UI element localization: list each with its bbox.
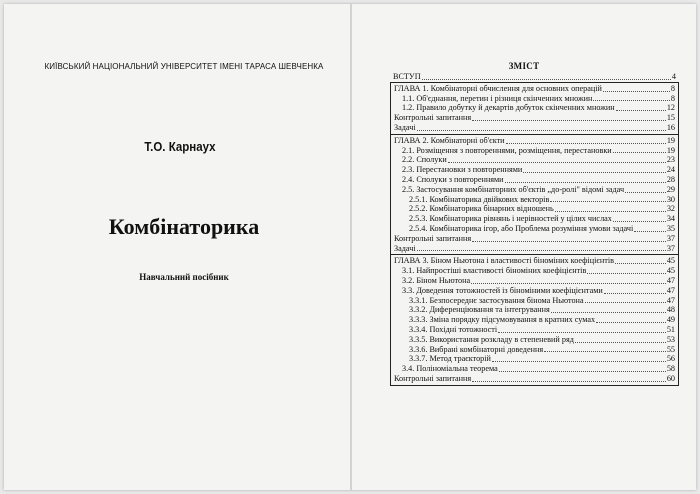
- toc-entry-page: 23: [666, 155, 675, 165]
- toc-entry-text: 3.2. Біном Ньютона: [402, 275, 471, 285]
- toc-entry-page: 19: [666, 135, 675, 145]
- toc-entry-page: 15: [666, 113, 675, 123]
- toc-entry-page: 56: [666, 354, 675, 364]
- toc-entry-text: 2.4. Сполуки з повтореннями: [402, 174, 504, 184]
- contents-page: [352, 4, 696, 490]
- toc-entry-text: 3.3.1. Безпосереднє застосування бінома Ньютона: [409, 295, 584, 305]
- toc-entry: [394, 354, 675, 364]
- toc-entry-page: 48: [666, 305, 675, 315]
- toc-entry-text: Контрольні запитання: [394, 113, 472, 123]
- toc-entry-page: 8: [670, 83, 675, 93]
- toc-entry-chapter: [394, 84, 675, 94]
- toc-entry: [394, 123, 675, 133]
- toc-entry-page: 49: [666, 315, 675, 325]
- toc-entry-page: 60: [666, 373, 675, 383]
- toc-entry-text: Задачі: [394, 243, 416, 253]
- toc-entry: [394, 113, 675, 123]
- toc-entry-text: 2.1. Розміщення з повтореннями, розміщення, перестановки: [402, 145, 612, 155]
- toc-section-chapter-1: [390, 82, 679, 135]
- toc-entry: [394, 345, 675, 355]
- toc-entry-text: Контрольні запитання: [394, 373, 472, 383]
- toc-entry: [394, 103, 675, 113]
- toc-entry-text: 2.3. Перестановки з повтореннями: [402, 165, 523, 175]
- toc-entry-chapter: [394, 136, 675, 146]
- toc-entry-text: 3.3.3. Зміна порядку підсумовування в кратних сумах: [409, 315, 596, 325]
- toc-entry-page: 47: [666, 275, 675, 285]
- toc-entry: [394, 195, 675, 205]
- toc-entry: [394, 305, 675, 315]
- toc-entry-text: 3.1. Найпростіші властивості біноміних коефіцієнтів: [402, 266, 587, 276]
- book-title: Комбінаторика: [108, 214, 260, 239]
- toc-entry: [394, 266, 675, 276]
- toc-entry: [394, 374, 675, 384]
- author-name: Т.О. Карнаух: [144, 140, 216, 154]
- toc-entry-text: 3.4. Поліноміальна теорема: [402, 364, 498, 374]
- toc-entry-page: 51: [666, 324, 675, 334]
- book-subtitle: Навчальний посібник: [139, 272, 229, 282]
- toc-entry-text: 2.5.3. Комбінаторика рівнянь і нерівностей у цілих числах: [409, 214, 612, 224]
- toc-entry-text: 2.5.2. Комбінаторика бінарних відношень: [409, 204, 554, 214]
- toc-entry-page: 47: [666, 295, 675, 305]
- toc-entry-text: ГЛАВА 1. Комбінаторні обчислення для основних операцій: [394, 83, 602, 93]
- toc-entry-page: 32: [666, 204, 675, 214]
- toc-entry: [394, 214, 675, 224]
- toc-entry: [394, 165, 675, 175]
- toc-entry: [394, 175, 675, 185]
- toc-entry-page: 35: [666, 223, 675, 233]
- toc-entry-text: 3.3.6. Вибрані комбінаторні доведення: [409, 344, 544, 354]
- toc-entry-page: 37: [666, 243, 675, 253]
- toc-entry-page: 34: [666, 214, 675, 224]
- toc-entry-page: 30: [666, 194, 675, 204]
- toc-entry-text: Задачі: [394, 122, 416, 132]
- toc-entry-text: 2.5.1. Комбінаторика двійкових векторів: [409, 194, 550, 204]
- toc-entry: [394, 234, 675, 244]
- toc-entry-text: 3.3. Доведення тотожностей із біноміними коефіцієнтами: [402, 285, 603, 295]
- toc-entry-text: 3.3.4. Похідні тотожності: [409, 324, 498, 334]
- toc-entry-page: 24: [666, 165, 675, 175]
- toc-entry-page: 47: [666, 285, 675, 295]
- toc-entry: [394, 204, 675, 214]
- toc-entry-page: 45: [666, 256, 675, 266]
- toc-entry-text: 3.3.2. Диференціювання та інтегрування: [409, 305, 550, 315]
- toc-entry: [394, 335, 675, 345]
- toc-entry-page: 58: [666, 364, 675, 374]
- book-spread: [4, 4, 696, 490]
- table-of-contents: [390, 72, 679, 386]
- toc-entry: [394, 155, 675, 165]
- toc-entry-page: 4: [671, 72, 676, 81]
- toc-entry-page: 8: [670, 93, 675, 103]
- toc-entry-page: 53: [666, 334, 675, 344]
- toc-entry: [394, 286, 675, 296]
- toc-entry-page: 19: [666, 145, 675, 155]
- toc-entry-text: 3.3.5. Використання розкладу в степеневий ряд: [409, 334, 574, 344]
- toc-entry-page: 29: [666, 184, 675, 194]
- toc-entry-intro: [390, 72, 679, 82]
- toc-entry: [394, 364, 675, 374]
- toc-entry-text: 2.2. Сполуки: [402, 155, 447, 165]
- toc-entry-text: ВСТУП: [393, 72, 421, 81]
- toc-entry-chapter: [394, 256, 675, 266]
- toc-entry-text: ГЛАВА 3. Біном Ньютона і властивості біноміних коефіцієнтів: [394, 256, 614, 266]
- toc-entry: [394, 276, 675, 286]
- toc-entry: [394, 325, 675, 335]
- toc-entry-text: Контрольні запитання: [394, 233, 472, 243]
- toc-section-chapter-2: [390, 135, 679, 256]
- toc-entry-page: 28: [666, 174, 675, 184]
- toc-entry: [394, 244, 675, 254]
- university-name: КИЇВСЬКИЙ НАЦІОНАЛЬНИЙ УНІВЕРСИТЕТ ІМЕНІ ТАРАСА ШЕВЧЕНКА: [44, 62, 324, 71]
- toc-section-chapter-3: [390, 255, 679, 385]
- title-page: [4, 4, 350, 490]
- toc-entry-text: 1.1. Об'єднання, перетин і різниця скінченних множин: [402, 93, 593, 103]
- toc-entry: [394, 185, 675, 195]
- toc-entry-text: 1.2. Правило добутку й декартів добуток скінченних множин: [402, 103, 615, 113]
- toc-entry: [394, 224, 675, 234]
- toc-entry-page: 45: [666, 266, 675, 276]
- toc-entry-page: 37: [666, 233, 675, 243]
- toc-entry: [394, 296, 675, 306]
- toc-heading: ЗМІСТ: [508, 61, 540, 71]
- toc-entry-page: 55: [666, 344, 675, 354]
- toc-entry: [394, 315, 675, 325]
- toc-entry-page: 12: [666, 103, 675, 113]
- toc-entry: [394, 146, 675, 156]
- toc-entry-page: 16: [666, 122, 675, 132]
- toc-entry: [394, 94, 675, 104]
- toc-entry-text: 2.5.4. Комбінаторика ігор, або Проблема розуміння умови задачі: [409, 223, 634, 233]
- toc-entry-text: 2.5. Застосування комбінаторних об'єктів „до-ролі" відомі задач: [402, 184, 625, 194]
- toc-entry-text: ГЛАВА 2. Комбінаторні об'єкти: [394, 135, 505, 145]
- toc-entry-text: 3.3.7. Метод траєкторій: [409, 354, 491, 364]
